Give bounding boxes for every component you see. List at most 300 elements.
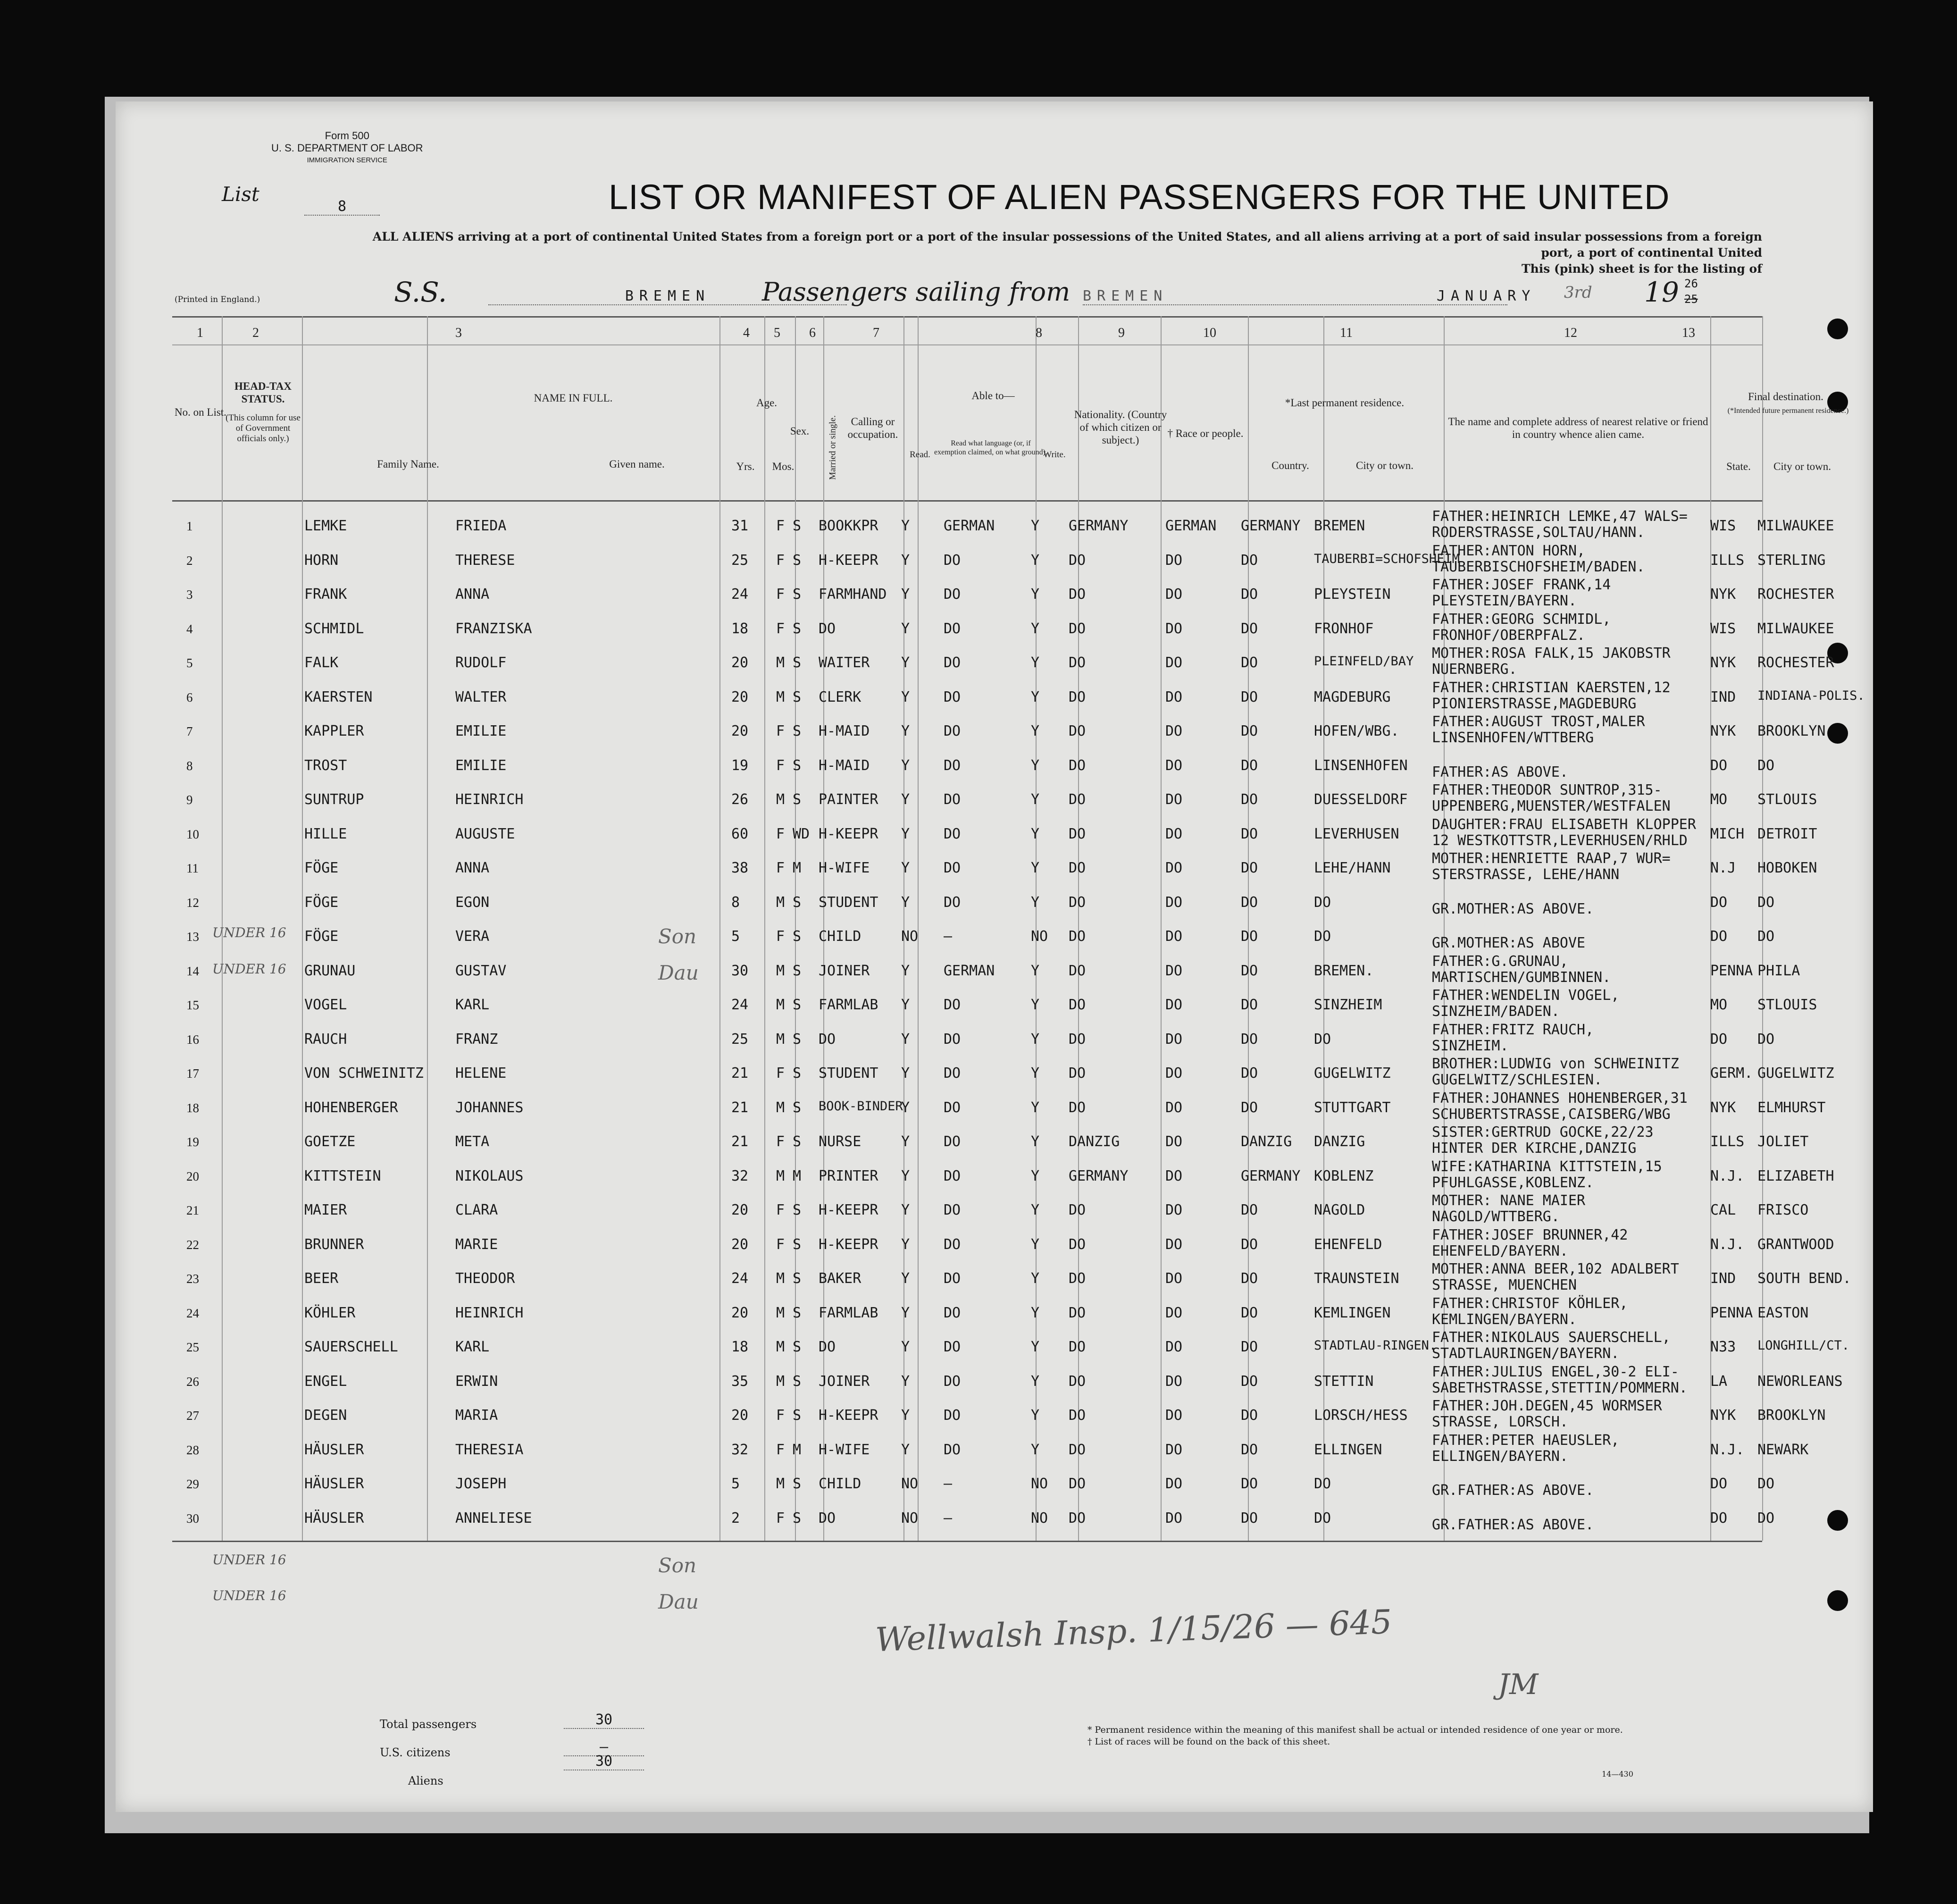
dest-city: DO [1757, 1031, 1775, 1048]
us-citizens-label: U.S. citizens [380, 1746, 451, 1759]
relative-line-2: STRASSE, MUENCHEN [1432, 1277, 1577, 1293]
dest-city: STLOUIS [1757, 791, 1817, 808]
relative-line-2: PLEYSTEIN/BAYERN. [1432, 593, 1577, 609]
head-tax-note-13: UNDER 16 [212, 961, 286, 977]
dest-state: DO [1710, 894, 1728, 911]
relative-line-2: HINTER DER KIRCHE,DANZIG [1432, 1140, 1637, 1157]
can-write: Y [1031, 791, 1040, 808]
race: DO [1165, 688, 1183, 705]
annotation-son: Son [658, 1554, 697, 1577]
age: 38 [731, 860, 749, 876]
race: DO [1165, 1373, 1183, 1390]
residence-country: DO [1241, 1510, 1258, 1527]
residence-country: DO [1241, 757, 1258, 774]
sex: F [776, 586, 785, 603]
marital-status: S [793, 1031, 802, 1048]
occupation: H-MAID [819, 757, 870, 774]
age: 25 [731, 1031, 749, 1048]
residence-country: DO [1241, 654, 1258, 671]
occupation: H-WIFE [819, 860, 870, 876]
read-language: DO [944, 1304, 961, 1321]
ss-label: S.S. [394, 276, 447, 308]
sex: M [776, 894, 785, 911]
residence-city: NAGOLD [1314, 1202, 1365, 1218]
nationality: DO [1069, 1373, 1086, 1390]
residence-country: DO [1241, 1476, 1258, 1492]
marital-status: S [793, 620, 802, 637]
sex: F [776, 825, 785, 842]
relative-line-1: FATHER:WENDELIN VOGEL, [1432, 987, 1620, 1004]
residence-city: HOFEN/WBG. [1314, 723, 1399, 739]
race: DO [1165, 723, 1183, 739]
family-name: FÖGE [304, 928, 339, 945]
dest-city: MILWAUKEE [1757, 518, 1834, 534]
marital-status: M [793, 860, 802, 876]
can-write: Y [1031, 1339, 1040, 1355]
relative-line-1: MOTHER:ANNA BEER,102 ADALBERT [1432, 1261, 1679, 1277]
occupation: CLERK [819, 688, 861, 705]
residence-city: DO [1314, 1031, 1331, 1048]
dest-state: N.J [1710, 860, 1736, 876]
dest-city: ROCHESTER [1757, 586, 1834, 603]
occupation: WAITER [819, 654, 870, 671]
read-language: DO [944, 586, 961, 603]
header-age: Age. [756, 397, 778, 409]
occupation: DO [819, 620, 836, 637]
residence-country: GERMANY [1241, 1167, 1301, 1184]
read-language: DO [944, 1339, 961, 1355]
relative-line-2: ELLINGEN/BAYERN. [1432, 1448, 1568, 1465]
page-title: LIST OR MANIFEST OF ALIEN PASSENGERS FOR THE UNITED [609, 177, 1670, 217]
row-number: 10 [186, 827, 199, 841]
can-write: Y [1031, 894, 1040, 911]
race: DO [1165, 1407, 1183, 1424]
relative-line-1: FATHER:G.GRUNAU, [1432, 953, 1568, 970]
read-language: DO [944, 757, 961, 774]
header-read-language: Read what language (or, if exemption claimed, on what ground). [934, 439, 1047, 456]
age: 21 [731, 1099, 749, 1116]
can-read: Y [901, 620, 910, 637]
can-read: Y [901, 518, 910, 534]
column-number: 10 [1203, 326, 1216, 340]
row-number: 15 [186, 998, 199, 1012]
occupation: NURSE [819, 1133, 861, 1150]
dest-city: STERLING [1757, 552, 1826, 569]
dest-state: NYK [1710, 1407, 1736, 1424]
table-row [116, 1475, 1873, 1511]
family-name: KAERSTEN [304, 688, 373, 705]
footnote-residence: * Permanent residence within the meaning of this manifest shall be actual or intended residence of one year or more. [1087, 1725, 1623, 1735]
relative-line-2: STADTLAURINGEN/BAYERN. [1432, 1345, 1620, 1362]
marital-status: WD [793, 825, 810, 842]
header-mos: Mos. [772, 461, 795, 472]
family-name: FRANK [304, 586, 347, 603]
year-struck: 25 [1684, 293, 1698, 306]
can-write: Y [1031, 825, 1040, 842]
can-write: Y [1031, 688, 1040, 705]
dest-city: SOUTH BEND. [1757, 1270, 1851, 1287]
dest-city: BROOKLYN [1757, 1407, 1826, 1424]
residence-country: DO [1241, 894, 1258, 911]
relative-line-1: SISTER:GERTRUD GOCKE,22/23 [1432, 1124, 1654, 1141]
punch-hole [1827, 319, 1848, 339]
residence-country: DO [1241, 1202, 1258, 1218]
row-number: 19 [186, 1135, 199, 1149]
column-number: 3 [455, 326, 462, 340]
occupation: BOOKKPR [819, 518, 878, 534]
relative-line-2: FATHER:AS ABOVE. [1432, 763, 1568, 780]
total-passengers-value: 30 [564, 1711, 644, 1729]
relative-line-2: FRONHOF/OBERPFALZ. [1432, 627, 1586, 644]
relative-line-1: FATHER:FRITZ RAUCH, [1432, 1021, 1594, 1038]
race: DO [1165, 1476, 1183, 1492]
header-name-in-full: NAME IN FULL. [534, 392, 613, 404]
row-number: 3 [186, 587, 193, 602]
dest-state: DO [1710, 1031, 1728, 1048]
dest-state: N.J. [1710, 1167, 1745, 1184]
column-number: 9 [1118, 326, 1125, 340]
nationality: GERMANY [1069, 518, 1129, 534]
header-head-tax: HEAD-TAX STATUS. [234, 380, 292, 405]
can-read: Y [901, 1133, 910, 1150]
read-language: GERMAN [944, 518, 995, 534]
print-code: 14—430 [1602, 1770, 1633, 1778]
family-name: TROST [304, 757, 347, 774]
can-write: Y [1031, 586, 1040, 603]
given-name: MARIE [455, 1236, 498, 1253]
residence-country: DO [1241, 552, 1258, 569]
given-name: HEINRICH [455, 1304, 524, 1321]
year-label: 19 [1644, 276, 1679, 308]
dest-city: MILWAUKEE [1757, 620, 1834, 637]
header-final-note: (*Intended future permanent residence.) [1727, 407, 1849, 415]
rule [172, 500, 1762, 502]
dest-city: GUGELWITZ [1757, 1065, 1834, 1082]
header-race: † Race or people. [1167, 428, 1244, 439]
occupation: JOINER [819, 1373, 870, 1390]
marital-status: S [793, 518, 802, 534]
age: 35 [731, 1373, 749, 1390]
race: DO [1165, 654, 1183, 671]
dest-city: EASTON [1757, 1304, 1809, 1321]
instruction-line-1: ALL ALIENS arriving at a port of continental United States from a foreign port or a port of the insular possessions of the United States, and all aliens arriving at a port of said insular possessions from a foreign port, a port of continental United [372, 230, 1762, 260]
relative-line-1: WIFE:KATHARINA KITTSTEIN,15 [1432, 1158, 1662, 1175]
read-language: DO [944, 1031, 961, 1048]
can-write: Y [1031, 1133, 1040, 1150]
relative-line-2: SINZHEIM/BADEN. [1432, 1003, 1560, 1020]
can-read: NO [901, 1476, 919, 1492]
age: 21 [731, 1133, 749, 1150]
residence-city: KEMLINGEN [1314, 1304, 1391, 1321]
nationality: DO [1069, 860, 1086, 876]
can-read: Y [901, 1407, 910, 1424]
residence-country: DO [1241, 1373, 1258, 1390]
race: DO [1165, 1236, 1183, 1253]
residence-city: LEVERHUSEN [1314, 825, 1399, 842]
relative-line-2: MARTISCHEN/GUMBINNEN. [1432, 969, 1611, 986]
column-number: 6 [809, 326, 816, 340]
residence-city: DO [1314, 1476, 1331, 1492]
read-language: DO [944, 1133, 961, 1150]
relative-line-1: DAUGHTER:FRAU ELISABETH KLOPPER [1432, 816, 1696, 833]
nationality: DO [1069, 1202, 1086, 1218]
sex: M [776, 1339, 785, 1355]
read-language: DO [944, 1236, 961, 1253]
family-name: GOETZE [304, 1133, 356, 1150]
read-language: DO [944, 825, 961, 842]
marital-status: S [793, 1339, 802, 1355]
given-name: THERESE [455, 552, 515, 569]
form-info [271, 130, 423, 167]
family-name: LEMKE [304, 518, 347, 534]
dest-city: DO [1757, 757, 1775, 774]
list-number: 8 [304, 198, 380, 216]
age: 5 [731, 928, 740, 945]
occupation: CHILD [819, 928, 861, 945]
instructions [370, 229, 1762, 277]
can-read: Y [901, 1065, 910, 1082]
race: DO [1165, 791, 1183, 808]
read-language: DO [944, 620, 961, 637]
relative-line-2: EHENFELD/BAYERN. [1432, 1242, 1568, 1259]
can-read: Y [901, 1441, 910, 1458]
sex: F [776, 620, 785, 637]
race: DO [1165, 757, 1183, 774]
can-write: Y [1031, 1304, 1040, 1321]
marital-status: S [793, 1133, 802, 1150]
race: DO [1165, 1099, 1183, 1116]
residence-country: DO [1241, 1304, 1258, 1321]
age: 20 [731, 1202, 749, 1218]
dest-state: MICH [1710, 825, 1745, 842]
given-name: VERA [455, 928, 490, 945]
row-number: 6 [186, 690, 193, 705]
sex: F [776, 1065, 785, 1082]
dest-city: NEWORLEANS [1757, 1373, 1843, 1390]
sex: M [776, 688, 785, 705]
read-language: — [944, 928, 953, 945]
occupation: H-KEEPR [819, 552, 878, 569]
residence-city: FRONHOF [1314, 620, 1374, 637]
race: DO [1165, 1202, 1183, 1218]
header-sex: Sex. [790, 425, 810, 437]
residence-country: DO [1241, 620, 1258, 637]
can-read: NO [901, 1510, 919, 1527]
nationality: DO [1069, 1065, 1086, 1082]
relative-line-2: STERSTRASSE, LEHE/HANN [1432, 866, 1620, 883]
header-dest-city: City or town. [1773, 461, 1832, 472]
marital-status: S [793, 654, 802, 671]
race: DO [1165, 825, 1183, 842]
occupation: FARMLAB [819, 997, 878, 1013]
read-language: DO [944, 1270, 961, 1287]
sex: M [776, 1167, 785, 1184]
residence-country: DO [1241, 1270, 1258, 1287]
dest-city: LONGHILL/CT. [1757, 1338, 1850, 1353]
can-read: Y [901, 586, 910, 603]
can-write: Y [1031, 997, 1040, 1013]
row-number: 12 [186, 895, 199, 910]
sex: M [776, 1476, 785, 1492]
family-name: SCHMIDL [304, 620, 364, 637]
given-name: ANNA [455, 586, 490, 603]
relative-line-2: SCHUBERTSTRASSE,CAISBERG/WBG [1432, 1106, 1671, 1123]
sex: F [776, 1236, 785, 1253]
annotation-dau: Dau [658, 961, 699, 984]
header-nationality: Nationality. (Country of which citizen or subject.) [1074, 409, 1167, 446]
nationality: DO [1069, 825, 1086, 842]
sex: M [776, 1304, 785, 1321]
relative-line-2: STRASSE, LORSCH. [1432, 1414, 1568, 1430]
relative-line-1: FATHER:JOHANNES HOHENBERGER,31 [1432, 1090, 1688, 1107]
residence-city: STETTIN [1314, 1373, 1374, 1390]
residence-city: STUTTGART [1314, 1099, 1391, 1116]
given-name: EMILIE [455, 723, 507, 739]
dest-city: ELIZABETH [1757, 1167, 1834, 1184]
dest-state: ILLS [1710, 552, 1745, 569]
residence-city: TRAUNSTEIN [1314, 1270, 1399, 1287]
row-number: 22 [186, 1237, 199, 1252]
sex: F [776, 928, 785, 945]
given-name: THERESIA [455, 1441, 524, 1458]
can-read: Y [901, 1031, 910, 1048]
sex: M [776, 997, 785, 1013]
column-number: 13 [1682, 326, 1695, 340]
family-name: RAUCH [304, 1031, 347, 1048]
age: 20 [731, 723, 749, 739]
given-name: GUSTAV [455, 962, 507, 979]
dest-city: DO [1757, 1510, 1775, 1527]
dest-state: PENNA [1710, 962, 1753, 979]
row-number: 13 [186, 930, 199, 944]
race: DO [1165, 1270, 1183, 1287]
row-number: 2 [186, 553, 193, 568]
marital-status: S [793, 962, 802, 979]
relative-line-2: NUERNBERG. [1432, 661, 1517, 678]
given-name: HEINRICH [455, 791, 524, 808]
age: 20 [731, 1304, 749, 1321]
row-number: 25 [186, 1340, 199, 1354]
can-write: Y [1031, 1407, 1040, 1424]
given-name: ERWIN [455, 1373, 498, 1390]
relative-line-1: FATHER:PETER HAEUSLER, [1432, 1432, 1620, 1449]
header-yrs: Yrs. [736, 461, 755, 472]
header-married: Married or single. [828, 415, 838, 480]
can-write: NO [1031, 1510, 1048, 1527]
sex: F [776, 1202, 785, 1218]
family-name: BEER [304, 1270, 339, 1287]
sex: F [776, 757, 785, 774]
relative-line-2: UPPENBERG,MUENSTER/WESTFALEN [1432, 798, 1671, 814]
nationality: DO [1069, 1407, 1086, 1424]
given-name: RUDOLF [455, 654, 507, 671]
dest-state: NYK [1710, 654, 1736, 671]
sex: M [776, 1099, 785, 1116]
residence-city: DANZIG [1314, 1133, 1365, 1150]
residence-country: DO [1241, 791, 1258, 808]
given-name: NIKOLAUS [455, 1167, 524, 1184]
form-number: Form 500 [325, 130, 369, 142]
occupation: H-KEEPR [819, 1407, 878, 1424]
family-name: KÖHLER [304, 1304, 356, 1321]
can-write: Y [1031, 518, 1040, 534]
dest-state: DO [1710, 1476, 1728, 1492]
relative-line-1: FATHER:JULIUS ENGEL,30-2 ELI- [1432, 1363, 1679, 1380]
relative-line-2: TAUBERBISCHOFSHEIM/BADEN. [1432, 558, 1645, 575]
relative-line-1: MOTHER: NANE MAIER [1432, 1192, 1586, 1209]
occupation: STUDENT [819, 1065, 878, 1082]
residence-city: LORSCH/HESS [1314, 1407, 1408, 1424]
column-number: 5 [774, 326, 780, 340]
age: 25 [731, 552, 749, 569]
read-language: GERMAN [944, 962, 995, 979]
relative-line-1: FATHER:THEODOR SUNTROP,315- [1432, 782, 1662, 798]
given-name: EMILIE [455, 757, 507, 774]
sex: M [776, 654, 785, 671]
read-language: DO [944, 791, 961, 808]
dest-state: N.J. [1710, 1441, 1745, 1458]
head-tax-note-12: UNDER 16 [212, 925, 286, 940]
dest-state: WIS [1710, 620, 1736, 637]
column-number: 8 [1036, 326, 1042, 340]
family-name: SUNTRUP [304, 791, 364, 808]
marital-status: S [793, 894, 802, 911]
family-name: MAIER [304, 1202, 347, 1218]
residence-country: DO [1241, 1031, 1258, 1048]
annotation-son: Son [658, 925, 697, 948]
family-name: HÄUSLER [304, 1476, 364, 1492]
sex: F [776, 518, 785, 534]
nationality: DO [1069, 1339, 1086, 1355]
age: 18 [731, 620, 749, 637]
can-read: Y [901, 791, 910, 808]
dest-state: MO [1710, 997, 1728, 1013]
can-write: Y [1031, 757, 1040, 774]
can-read: Y [901, 1236, 910, 1253]
age: 20 [731, 1236, 749, 1253]
residence-country: GERMANY [1241, 518, 1301, 534]
residence-city: SINZHEIM [1314, 997, 1382, 1013]
marital-status: S [793, 1270, 802, 1287]
age: 20 [731, 688, 749, 705]
dest-city: ROCHESTER [1757, 654, 1834, 671]
dest-state: DO [1710, 757, 1728, 774]
read-language: — [944, 1510, 953, 1527]
residence-city: PLEYSTEIN [1314, 586, 1391, 603]
nationality: DO [1069, 1304, 1086, 1321]
row-number: 4 [186, 621, 193, 636]
can-read: Y [901, 1202, 910, 1218]
family-name: FALK [304, 654, 339, 671]
marital-status: S [793, 1065, 802, 1082]
sex: M [776, 962, 785, 979]
column-number: 1 [197, 326, 203, 340]
dest-state: LA [1710, 1373, 1728, 1390]
header-family-name: Family Name. [377, 458, 439, 470]
dest-city: PHILA [1757, 962, 1800, 979]
read-language: DO [944, 1373, 961, 1390]
age: 31 [731, 518, 749, 534]
residence-country: DO [1241, 1236, 1258, 1253]
can-write: Y [1031, 1373, 1040, 1390]
date-month: JANUARY [1437, 288, 1536, 304]
residence-country: DO [1241, 1065, 1258, 1082]
occupation: PAINTER [819, 791, 878, 808]
nationality: DO [1069, 1031, 1086, 1048]
given-name: KARL [455, 1339, 490, 1355]
read-language: DO [944, 723, 961, 739]
residence-city: DUESSELDORF [1314, 791, 1408, 808]
